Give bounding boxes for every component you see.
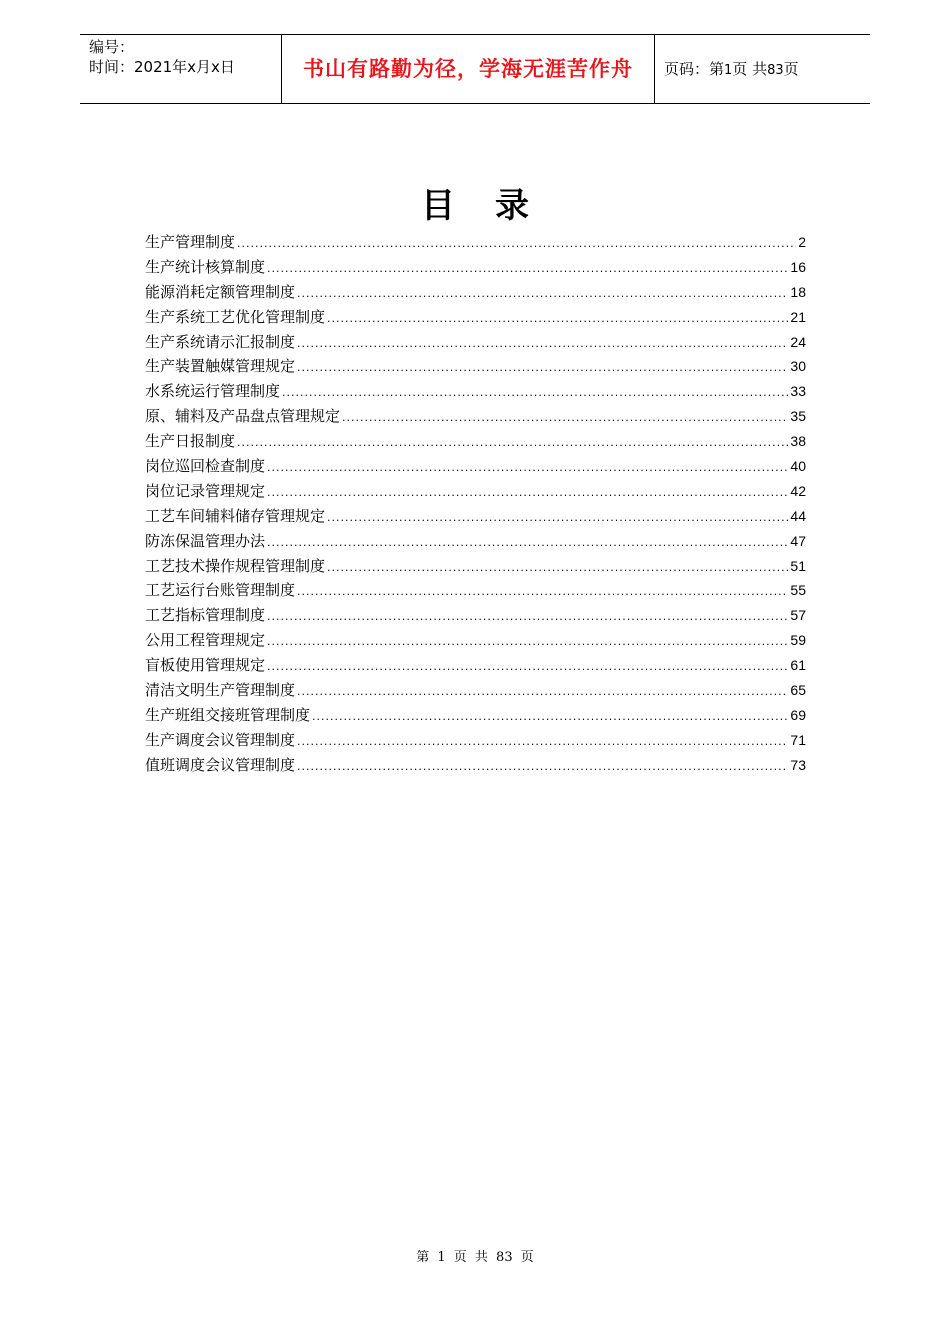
toc-leader-dots — [297, 356, 788, 381]
toc-entry[interactable] — [145, 230, 806, 255]
toc-entry[interactable] — [145, 404, 806, 429]
toc-entry[interactable] — [145, 653, 806, 678]
toc-leader-dots — [327, 506, 788, 531]
toc-leader-dots — [327, 556, 788, 581]
page-current: 1 — [724, 63, 733, 78]
toc-leader-dots — [297, 730, 788, 755]
toc-leader-dots — [297, 680, 788, 705]
toc-entry[interactable] — [145, 379, 806, 404]
toc-entry[interactable] — [145, 255, 806, 280]
toc-entry-label: 生产调度会议管理制度 — [145, 730, 296, 749]
toc-entry-page: 21 — [790, 308, 806, 325]
header-page-info — [655, 35, 870, 103]
header-motto: 书山有路勤为径，学海无涯苦作舟 — [281, 35, 655, 103]
page-mid: 页 共 — [732, 60, 768, 78]
toc-entry-label: 盲板使用管理规定 — [145, 656, 266, 675]
toc-entry-page: 59 — [790, 632, 806, 649]
toc-entry[interactable] — [145, 603, 806, 628]
toc-entry-page: 57 — [790, 607, 806, 624]
toc-entry[interactable] — [145, 429, 806, 454]
page-suffix: 页 — [783, 60, 799, 78]
toc-entry-page: 40 — [790, 458, 806, 475]
toc-entry-page: 47 — [790, 532, 806, 549]
toc-entry-page: 65 — [790, 682, 806, 699]
page-prefix: 页码：第 — [664, 60, 725, 78]
table-of-contents — [145, 230, 806, 778]
toc-entry-label: 生产班组交接班管理制度 — [145, 705, 311, 724]
toc-entry-page: 71 — [790, 731, 806, 748]
number-label: 编号： — [89, 38, 135, 56]
time-label: 时间：2021年x月x日 — [89, 58, 235, 76]
toc-entry-page: 42 — [790, 482, 806, 499]
toc-leader-dots — [237, 431, 788, 456]
toc-entry[interactable] — [145, 753, 806, 778]
toc-entry[interactable] — [145, 280, 806, 305]
toc-entry[interactable] — [145, 330, 806, 355]
page-footer: 第 1 页 共 83 页 — [416, 1250, 534, 1265]
toc-entry[interactable] — [145, 529, 806, 554]
toc-title: 目录 — [421, 186, 569, 226]
toc-entry-page: 2 — [798, 234, 806, 250]
toc-entry-label: 工艺运行台账管理制度 — [145, 581, 296, 600]
toc-entry-label: 生产系统工艺优化管理制度 — [145, 307, 326, 326]
toc-leader-dots — [267, 257, 788, 282]
toc-leader-dots — [327, 307, 788, 332]
toc-leader-dots — [267, 456, 788, 481]
toc-entry-label: 原、辅料及产品盘点管理规定 — [145, 407, 341, 426]
toc-leader-dots — [342, 406, 788, 431]
toc-leader-dots — [297, 282, 788, 307]
toc-entry-label: 生产统计核算制度 — [145, 257, 266, 276]
toc-entry-label: 生产管理制度 — [145, 233, 236, 251]
header-meta — [80, 35, 281, 103]
toc-entry-label: 生产装置触媒管理规定 — [145, 357, 296, 376]
page-total: 83 — [767, 63, 784, 78]
toc-entry[interactable] — [145, 554, 806, 579]
toc-entry-label: 岗位记录管理规定 — [145, 481, 266, 500]
toc-entry-label: 工艺车间辅料储存管理规定 — [145, 506, 326, 525]
toc-entry-page: 44 — [790, 507, 806, 524]
toc-entry-label: 清洁文明生产管理制度 — [145, 681, 296, 700]
toc-entry-page: 30 — [790, 358, 806, 375]
toc-entry-page: 18 — [790, 283, 806, 300]
toc-entry-page: 38 — [790, 433, 806, 450]
toc-leader-dots — [297, 580, 788, 605]
toc-leader-dots — [282, 381, 788, 406]
toc-entry-label: 值班调度会议管理制度 — [145, 755, 296, 774]
toc-entry-page: 35 — [790, 408, 806, 425]
toc-leader-dots — [267, 630, 788, 655]
toc-entry-label: 公用工程管理规定 — [145, 631, 266, 650]
toc-entry-page: 69 — [790, 706, 806, 723]
toc-leader-dots — [267, 605, 788, 630]
toc-leader-dots — [312, 705, 788, 730]
toc-entry[interactable] — [145, 479, 806, 504]
toc-entry-page: 61 — [790, 657, 806, 674]
page-header — [80, 34, 870, 104]
toc-entry[interactable] — [145, 354, 806, 379]
toc-entry-label: 防冻保温管理办法 — [145, 531, 266, 550]
toc-entry-page: 24 — [790, 333, 806, 350]
toc-leader-dots — [297, 755, 788, 780]
toc-leader-dots — [267, 481, 788, 506]
toc-entry-page: 55 — [790, 582, 806, 599]
toc-entry[interactable] — [145, 728, 806, 753]
toc-entry-page: 33 — [790, 383, 806, 400]
toc-entry-label: 水系统运行管理制度 — [145, 382, 281, 401]
toc-entry[interactable] — [145, 578, 806, 603]
toc-leader-dots — [297, 332, 788, 357]
toc-entry[interactable] — [145, 628, 806, 653]
toc-entry[interactable] — [145, 504, 806, 529]
toc-entry-page: 51 — [790, 557, 806, 574]
toc-leader-dots — [267, 655, 788, 680]
toc-entry-page: 73 — [790, 756, 806, 773]
toc-entry-label: 生产系统请示汇报制度 — [145, 332, 296, 351]
toc-entry-label: 岗位巡回检查制度 — [145, 457, 266, 476]
toc-entry[interactable] — [145, 678, 806, 703]
toc-entry-label: 工艺技术操作规程管理制度 — [145, 556, 326, 575]
toc-entry-label: 生产日报制度 — [145, 432, 236, 451]
toc-leader-dots — [237, 232, 796, 257]
toc-entry[interactable] — [145, 454, 806, 479]
toc-entry-label: 能源消耗定额管理制度 — [145, 282, 296, 301]
toc-entry-page: 16 — [790, 258, 806, 275]
toc-leader-dots — [267, 531, 788, 556]
toc-entry[interactable] — [145, 305, 806, 330]
toc-entry[interactable] — [145, 703, 806, 728]
toc-entry-label: 工艺指标管理制度 — [145, 606, 266, 625]
